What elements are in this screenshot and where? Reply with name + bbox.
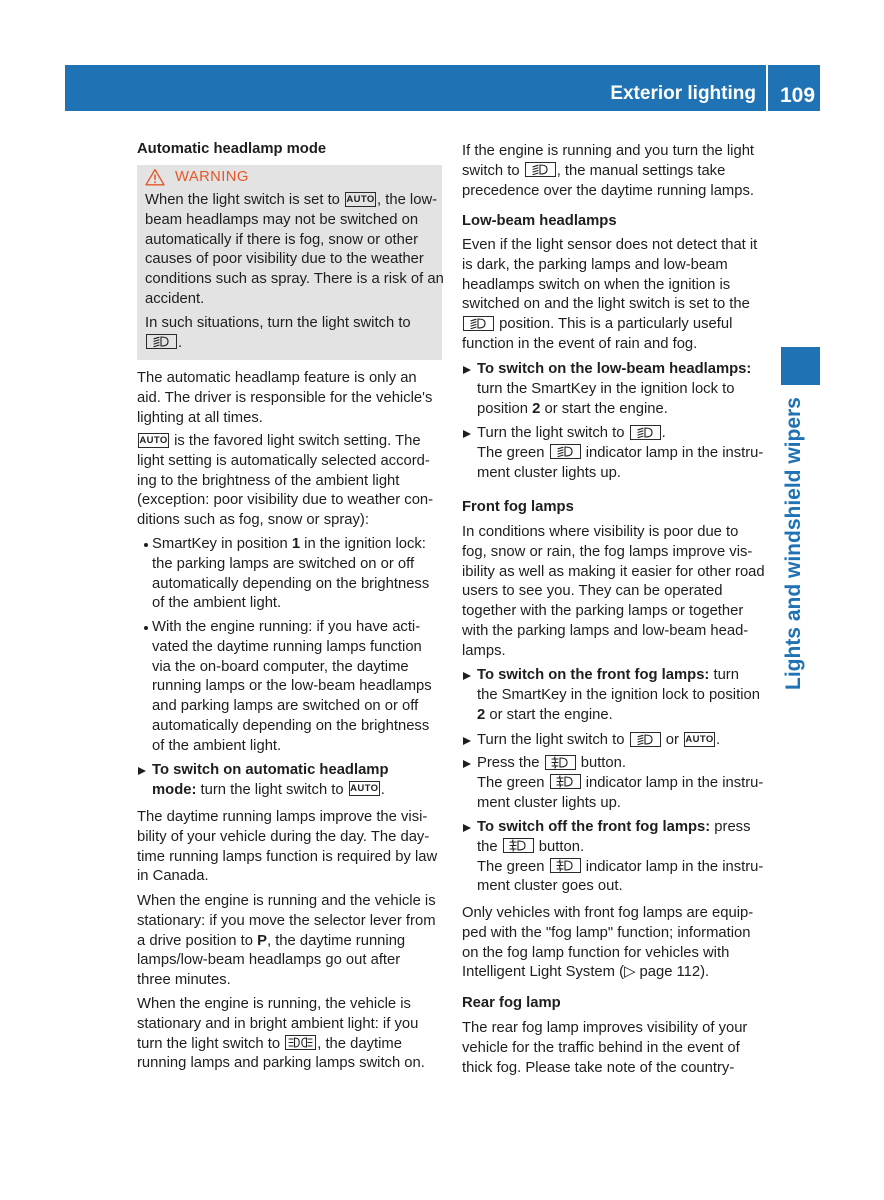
text-run: switch to xyxy=(462,162,524,179)
text-line xyxy=(152,658,442,678)
text-run: the parking lamps are switched on or off xyxy=(152,555,415,572)
paragraph xyxy=(137,892,436,991)
text-run: fog, snow or rain, the fog lamps improve vis- xyxy=(462,543,753,560)
side-tab-marker xyxy=(781,347,820,385)
warning-paragraph xyxy=(145,191,444,310)
text-run: conditions such as spray. There is a risk of an xyxy=(145,271,444,287)
paragraph xyxy=(137,808,437,887)
text-line xyxy=(462,1019,747,1039)
text-line xyxy=(137,511,433,531)
text-line xyxy=(145,231,444,251)
text-line xyxy=(137,491,433,511)
text-line xyxy=(462,602,765,622)
text-line xyxy=(477,858,768,878)
text-run: the xyxy=(477,838,502,855)
text-line xyxy=(477,877,768,897)
text-run: or xyxy=(661,732,683,748)
text-line xyxy=(137,452,433,472)
text-line xyxy=(462,1039,747,1059)
text-run: In conditions where visibility is poor due to xyxy=(462,524,739,540)
text-run: ment cluster lights up. xyxy=(477,794,621,811)
text-line xyxy=(137,389,432,409)
section-heading: Rear fog lamp xyxy=(462,995,561,1011)
text-line xyxy=(477,424,768,444)
text-line xyxy=(145,290,444,310)
text-run: turn the light switch to xyxy=(196,781,348,798)
text-run: With the engine running: if you have acti- xyxy=(152,619,421,635)
text-run: ibility as well as making it easier for other road xyxy=(462,563,765,580)
text-line xyxy=(462,315,757,335)
paragraph xyxy=(462,142,754,201)
action-arrow-icon xyxy=(463,366,471,374)
text-line xyxy=(145,314,411,334)
text-run: bility of your vehicle during the day. The day- xyxy=(137,828,430,845)
text-line xyxy=(477,380,768,400)
text-run: stationary: if you move the selector lever from xyxy=(137,912,436,929)
text-run: running lamps or the low-beam headlamps xyxy=(152,678,432,695)
text-line xyxy=(145,270,444,290)
bold-text: To switch on automatic headlamp xyxy=(152,762,389,778)
text-run: Turn the light switch to xyxy=(477,425,629,441)
text-line xyxy=(137,472,433,492)
section-heading: Front fog lamps xyxy=(462,499,574,515)
action-step xyxy=(462,754,768,813)
text-line xyxy=(462,276,757,296)
text-run: running lamps and parking lamps switch on. xyxy=(137,1055,425,1072)
bullet-icon xyxy=(144,626,148,630)
action-text xyxy=(477,754,768,813)
text-line xyxy=(462,295,757,315)
auto-icon: AUTO xyxy=(685,733,714,745)
text-run: in the ignition lock: xyxy=(300,536,426,552)
text-line xyxy=(462,236,757,256)
text-line xyxy=(462,963,753,983)
warning-triangle-icon xyxy=(145,168,165,186)
action-step xyxy=(462,666,768,725)
text-run: of the ambient light. xyxy=(152,595,282,612)
text-run: . xyxy=(661,425,666,441)
text-run: automatically if there is fog, snow or other xyxy=(145,231,419,248)
section-heading: Low-beam headlamps xyxy=(462,213,617,229)
action-step xyxy=(137,761,442,801)
text-run: , the daytime running xyxy=(266,932,406,949)
text-line xyxy=(137,432,433,452)
action-text xyxy=(477,360,768,419)
chapter-title: Exterior lighting xyxy=(610,83,756,104)
text-run: turn the light switch to xyxy=(137,1035,285,1052)
text-line xyxy=(145,334,411,354)
text-run: is dark, the parking lamps and low-beam xyxy=(462,256,728,273)
action-text xyxy=(477,666,768,725)
bold-text: P xyxy=(257,932,267,949)
page-header xyxy=(65,65,820,111)
text-run: automatically depending on the brightness xyxy=(152,717,430,734)
paragraph xyxy=(462,904,753,983)
text-run: vehicle for the traffic behind in the event of xyxy=(462,1039,740,1056)
text-line xyxy=(152,737,442,757)
fog-lamp-icon xyxy=(550,858,581,873)
text-line xyxy=(145,211,444,231)
paragraph xyxy=(462,1019,747,1078)
text-line xyxy=(462,1059,747,1079)
text-run: The automatic headlamp feature is only an xyxy=(137,370,417,386)
text-run: press xyxy=(710,819,751,835)
text-run: ditions such as fog, snow or spray): xyxy=(137,512,369,528)
text-run: turn the SmartKey in the ignition lock to xyxy=(477,380,735,397)
text-run: , the manual settings take xyxy=(556,162,726,179)
text-line xyxy=(462,335,757,355)
text-run: position xyxy=(477,400,533,417)
action-step xyxy=(462,818,768,897)
text-run: ped with the "fog lamp" function; information xyxy=(462,924,751,941)
text-line xyxy=(462,642,765,662)
text-line xyxy=(145,250,444,270)
text-run: and parking lamps are switched on or off xyxy=(152,698,419,714)
low-beam-icon xyxy=(146,334,177,349)
action-step xyxy=(462,424,768,483)
text-line xyxy=(152,555,442,575)
text-run: The green xyxy=(477,444,549,461)
action-arrow-icon xyxy=(463,672,471,680)
text-line xyxy=(477,818,768,838)
text-line xyxy=(462,582,765,602)
fog-lamp-icon xyxy=(503,838,534,853)
text-run: position. This is a particularly useful xyxy=(495,316,733,332)
text-line xyxy=(152,697,442,717)
text-line xyxy=(462,622,765,642)
fog-lamp-icon xyxy=(550,774,581,789)
text-run: switched on and the light switch is set to the xyxy=(462,296,750,313)
text-run: on the fog lamp function for vehicles with xyxy=(462,944,730,961)
bullet-icon xyxy=(144,543,148,547)
text-run: thick fog. Please take note of the country- xyxy=(462,1059,735,1076)
action-text xyxy=(477,424,768,483)
text-run: The rear fog lamp improves visibility of your xyxy=(462,1020,748,1036)
text-line xyxy=(137,1035,425,1055)
warning-heading xyxy=(145,167,425,187)
bold-text: 2 xyxy=(477,706,486,723)
text-run: If the engine is running and you turn the light xyxy=(462,143,755,159)
section-heading: Automatic headlamp mode xyxy=(137,141,327,157)
text-line xyxy=(137,828,437,848)
text-line xyxy=(137,932,436,952)
low-beam-icon xyxy=(630,425,661,440)
text-run: via the on-board computer, the daytime xyxy=(152,658,409,675)
text-run: When the engine is running and the vehicle is xyxy=(137,893,436,909)
bold-text: To switch off the front fog lamps: xyxy=(477,819,711,835)
text-run: automatically depending on the brightness xyxy=(152,575,430,592)
text-run: The green xyxy=(477,858,549,875)
text-run: stationary and in bright ambient light: if you xyxy=(137,1015,419,1032)
text-line xyxy=(152,618,442,638)
text-line xyxy=(477,731,768,751)
text-run: The daytime running lamps improve the visi- xyxy=(137,809,428,825)
text-line xyxy=(137,912,436,932)
action-step xyxy=(462,360,768,419)
text-line xyxy=(477,400,768,420)
text-run: The green xyxy=(477,774,549,791)
text-line xyxy=(137,951,436,971)
text-line xyxy=(152,594,442,614)
warning-label: WARNING xyxy=(175,169,249,185)
text-run: is the favored light switch setting. The xyxy=(170,433,421,449)
action-arrow-icon xyxy=(463,737,471,745)
text-run: Turn the light switch to xyxy=(477,732,629,748)
text-line xyxy=(152,781,442,801)
bold-text: mode: xyxy=(152,781,197,798)
action-text xyxy=(477,731,768,751)
text-run: lamps/low-beam headlamps go out after xyxy=(137,952,401,969)
text-line xyxy=(152,677,442,697)
text-run: precedence over the daytime running lamps. xyxy=(462,182,754,199)
action-step xyxy=(462,731,768,751)
text-line xyxy=(152,717,442,737)
text-line xyxy=(462,142,754,162)
text-line xyxy=(137,892,436,912)
text-run: . xyxy=(380,781,385,798)
warning-paragraph xyxy=(145,314,411,354)
text-run: function in the event of rain and fog. xyxy=(462,335,698,352)
text-run: of the ambient light. xyxy=(152,737,282,754)
text-line xyxy=(137,1015,425,1035)
text-run: indicator lamp in the instru- xyxy=(581,774,764,791)
text-line xyxy=(462,904,753,924)
text-line xyxy=(152,535,442,555)
text-run: , the daytime xyxy=(317,1035,402,1052)
text-run: Even if the light sensor does not detect that it xyxy=(462,237,758,253)
text-run: a drive position to xyxy=(137,932,258,949)
action-arrow-icon xyxy=(138,767,146,775)
text-line xyxy=(462,944,753,964)
text-run: In such situations, turn the light switch to xyxy=(145,315,411,331)
text-line xyxy=(137,867,437,887)
text-line xyxy=(152,761,442,781)
text-run: ment cluster goes out. xyxy=(477,878,623,895)
bold-text: 1 xyxy=(291,536,301,552)
auto-icon: AUTO xyxy=(350,783,379,795)
text-run: light setting is automatically selected accord- xyxy=(137,452,430,469)
text-line xyxy=(137,369,432,389)
text-run: When the light switch is set to xyxy=(145,192,345,208)
bullet-text xyxy=(152,535,442,614)
text-run: with the parking lamps and low-beam head- xyxy=(462,622,749,639)
text-line xyxy=(462,543,765,563)
text-line xyxy=(137,1054,425,1074)
text-run: causes of poor visibility due to the weather xyxy=(145,251,424,268)
text-line xyxy=(462,523,765,543)
text-run: time running lamps function is required by law xyxy=(137,848,438,865)
text-run: the SmartKey in the ignition lock to position xyxy=(477,686,760,703)
text-line xyxy=(477,686,768,706)
text-line xyxy=(462,924,753,944)
side-tab-label: Lights and windshield wipers xyxy=(782,397,805,690)
paragraph xyxy=(137,995,425,1074)
text-line xyxy=(477,706,768,726)
text-line xyxy=(462,256,757,276)
parking-lamp-icon xyxy=(285,1035,316,1050)
text-line xyxy=(152,575,442,595)
auto-icon: AUTO xyxy=(346,193,375,205)
text-run: lamps. xyxy=(462,642,506,659)
text-line xyxy=(477,774,768,794)
text-line xyxy=(477,360,768,380)
low-beam-icon xyxy=(463,316,494,331)
text-line xyxy=(477,464,768,484)
text-run: , the low- xyxy=(377,192,438,208)
text-run: Only vehicles with front fog lamps are equip- xyxy=(462,905,754,921)
paragraph xyxy=(137,369,432,428)
text-run: vated the daytime running lamps function xyxy=(152,638,422,655)
text-line xyxy=(152,638,442,658)
text-run: headlamps switch on when the ignition is xyxy=(462,276,731,293)
text-run: or start the engine. xyxy=(540,400,668,417)
text-run: button. xyxy=(534,838,585,855)
text-line xyxy=(477,666,768,686)
fog-lamp-icon xyxy=(545,755,576,770)
bold-text: To switch on the front fog lamps: xyxy=(477,667,710,683)
text-run: lighting at all times. xyxy=(137,409,263,426)
text-run: together with the parking lamps or together xyxy=(462,603,744,619)
text-line xyxy=(137,808,437,828)
text-line xyxy=(137,409,432,429)
paragraph xyxy=(462,523,765,661)
text-line xyxy=(477,794,768,814)
text-run: When the engine is running, the vehicle is xyxy=(137,996,411,1012)
text-run: indicator lamp in the instru- xyxy=(581,858,764,875)
text-run: indicator lamp in the instru- xyxy=(581,444,764,461)
action-text xyxy=(152,761,442,801)
header-divider xyxy=(766,65,768,111)
text-run: button. xyxy=(576,755,626,771)
paragraph xyxy=(137,432,433,531)
bullet-item xyxy=(137,535,442,614)
action-text xyxy=(477,818,768,897)
text-run: . xyxy=(178,334,183,351)
low-beam-icon xyxy=(550,444,581,459)
action-arrow-icon xyxy=(463,760,471,768)
low-beam-icon xyxy=(525,162,556,177)
bold-text: 2 xyxy=(532,400,541,417)
action-arrow-icon xyxy=(463,824,471,832)
text-line xyxy=(462,182,754,202)
text-run: Intelligent Light System (▷ page 112). xyxy=(462,964,710,981)
text-run: or start the engine. xyxy=(485,706,613,723)
text-run: Press the xyxy=(477,755,544,771)
text-line xyxy=(477,754,768,774)
text-run: users to see you. They can be operated xyxy=(462,583,723,600)
text-run: SmartKey in position xyxy=(152,536,292,552)
warning-box xyxy=(137,165,442,360)
text-run: in Canada. xyxy=(137,868,209,885)
text-line xyxy=(137,971,436,991)
text-line xyxy=(477,444,768,464)
text-run: ment cluster lights up. xyxy=(477,464,621,481)
text-run: . xyxy=(716,732,721,748)
text-run: beam headlamps may not be switched on xyxy=(145,211,419,228)
auto-icon: AUTO xyxy=(139,434,168,446)
text-run: turn xyxy=(709,667,739,683)
text-run: three minutes. xyxy=(137,972,231,988)
text-line xyxy=(477,838,768,858)
text-line xyxy=(462,563,765,583)
text-line xyxy=(137,995,425,1015)
text-line xyxy=(462,162,754,182)
low-beam-icon xyxy=(630,732,661,747)
page-number: 109 xyxy=(780,84,816,107)
text-line xyxy=(137,848,437,868)
bullet-text xyxy=(152,618,442,756)
text-run: accident. xyxy=(145,290,205,307)
paragraph xyxy=(462,236,757,355)
action-arrow-icon xyxy=(463,430,471,438)
text-run: (exception: poor visibility due to weather con- xyxy=(137,492,434,509)
text-run: aid. The driver is responsible for the vehicle's xyxy=(137,389,433,406)
bullet-item xyxy=(137,618,442,756)
text-run: ing to the brightness of the ambient light xyxy=(137,472,400,489)
text-line xyxy=(145,191,444,211)
bold-text: To switch on the low-beam headlamps: xyxy=(477,361,752,377)
